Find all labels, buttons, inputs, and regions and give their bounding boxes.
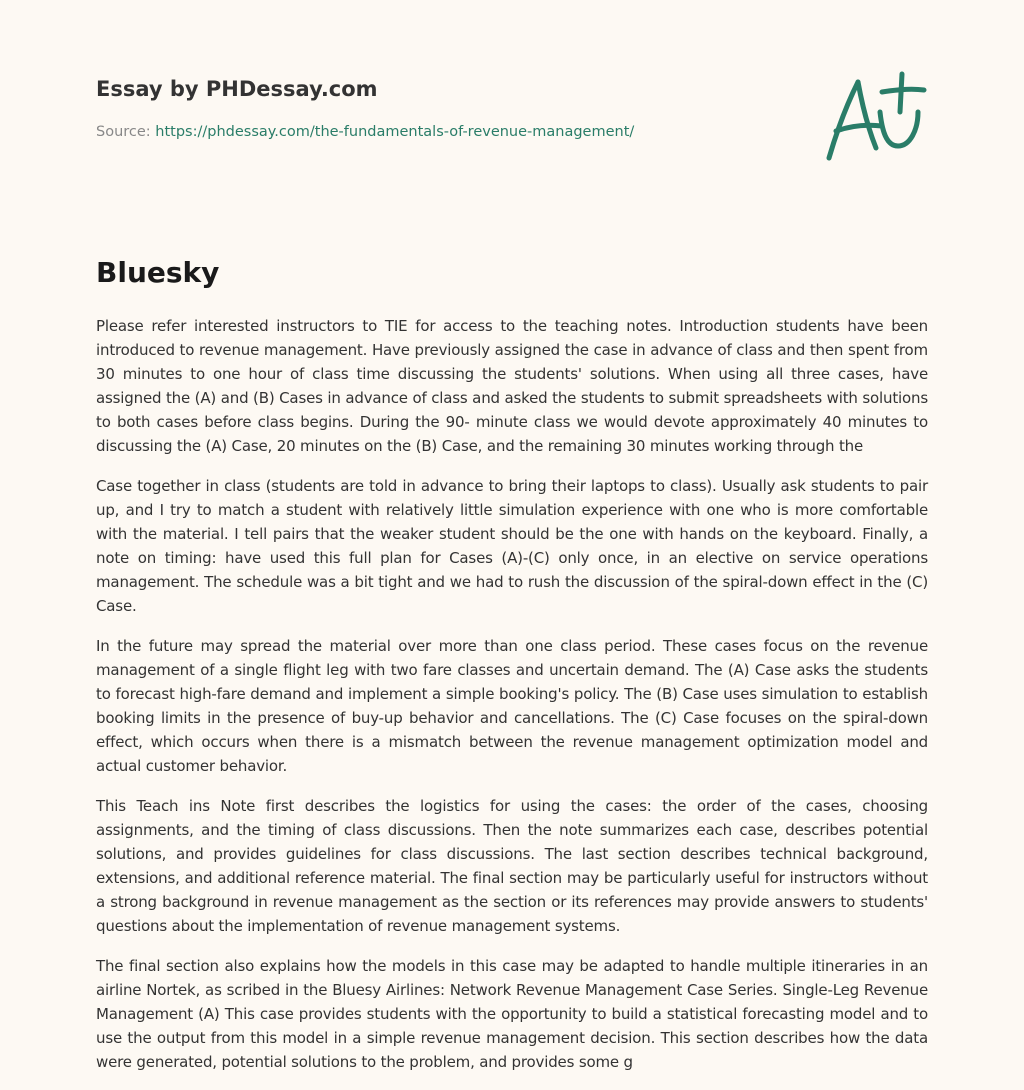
essay-body	[96, 314, 928, 1090]
source-link[interactable]: https://phdessay.com/the-fundamentals-of-revenue-management/	[155, 124, 635, 140]
a-plus-logo-icon	[822, 68, 928, 166]
site-title: Essay by PHDessay.com	[96, 77, 378, 101]
essay-paragraph: In the future may spread the material over more than one class period. These cases focus on the revenue management of a single flight leg with two fare classes and uncertain demand. The (A) Case asks the students to forecast high-fare demand and implement a simple booking's policy. The (B) Case uses simulation to establish booking limits in the presence of buy-up behavior and cancellations. The (C) Case focuses on the spiral-down effect, which occurs when there is a mismatch between the revenue management optimization model and actual customer behavior.	[96, 637, 928, 775]
essay-paragraph: The final section also explains how the models in this case may be adapted to handle multiple itineraries in an airline Nortek, as scribed in the Bluesy Airlines: Network Revenue Management Case Series. Single-Leg Revenue Management (A) This case provides students with the opportunity to build a statistical forecasting model and to use the output from this model in a simple revenue management decision. This section describes how the data were generated, potential solutions to the problem, and provides some g	[96, 957, 928, 1071]
essay-paragraph: Case together in class (students are told in advance to bring their laptops to class). Usually ask students to pair up, and I try to match a student with relatively little simulation experience with one who is more comfortable with the material. I tell pairs that the weaker student should be the one with hands on the keyboard. Finally, a note on timing: have used this full plan for Cases (A)-(C) only once, in an elective on service operations management. The schedule was a bit tight and we had to rush the discussion of the spiral-down effect in the (C) Case.	[96, 477, 928, 615]
source-label: Source:	[96, 124, 156, 140]
page-header	[96, 74, 928, 174]
essay-title: Bluesky	[96, 256, 220, 289]
essay-paragraph: This Teach ins Note first describes the logistics for using the cases: the order of the cases, choosing assignments, and the timing of class discussions. Then the note summarizes each case, describes potential solutions, and provides guidelines for class discussions. The last section describes technical background, extensions, and additional reference material. The final section may be particularly useful for instructors without a strong background in revenue management as the section or its references may provide answers to students' questions about the implementation of revenue management systems.	[96, 797, 928, 935]
essay-paragraph: Please refer interested instructors to TIE for access to the teaching notes. Introduction students have been introduced to revenue management. Have previously assigned the case in advance of class and then spent from 30 minutes to one hour of class time discussing the students' solutions. When using all three cases, have assigned the (A) and (B) Cases in advance of class and asked the students to submit spreadsheets with solutions to both cases before class begins. During the 90- minute class we would devote approximately 40 minutes to discussing the (A) Case, 20 minutes on the (B) Case, and the remaining 30 minutes working through the	[96, 317, 928, 455]
source-line	[96, 122, 928, 142]
